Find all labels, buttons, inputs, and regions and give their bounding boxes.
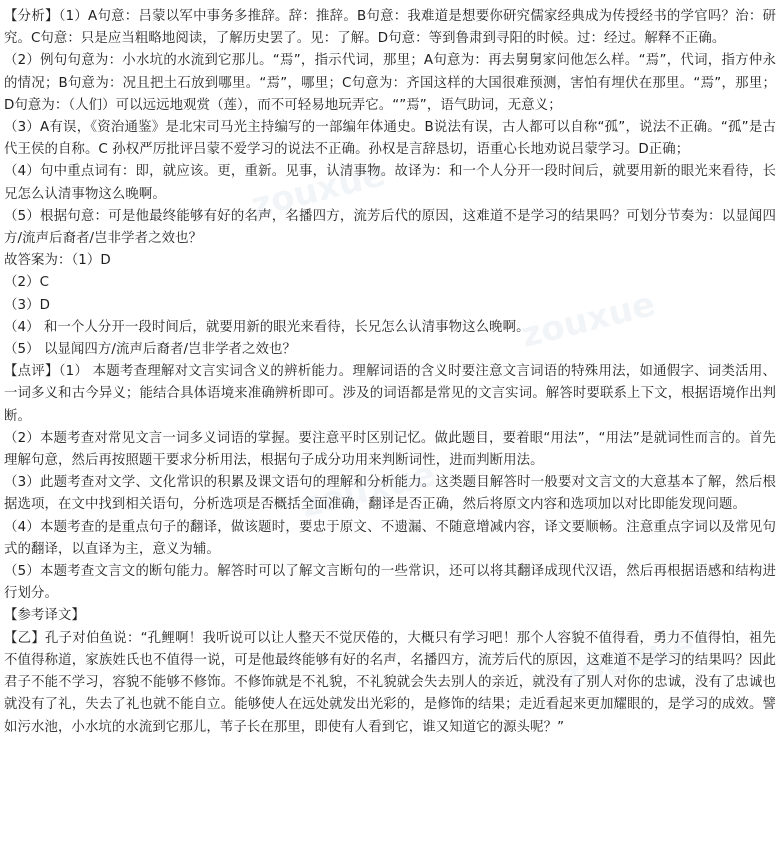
analysis-label: 【分析】 [4, 9, 59, 24]
translation-label: 【参考译文】 [4, 608, 85, 624]
analysis-paragraph-3: （3）A有误，《资治通鉴》是北宋司马光主持编写的一部编年体通史。B说法有误，古人都可以自称“孤”，说法不正确。“孤”是古代王侯的自称。C 孙权严厉批评吕蒙不爱学习的说法不正确。孙权是言辞恳切，语重心长地劝说吕蒙学习。D正确； [4, 120, 776, 158]
analysis-paragraph-5: （5）根据句意：可是他最终能够有好的名声，名播四方，流芳后代的原因，这难道不是学习的结果吗？可划分节奏为：以显闻四方/流声后裔者/岂非学者之效也？ [4, 208, 776, 247]
analysis-text-1: （1）A句意：吕蒙以军中事务多推辞。辞：推辞。B句意：我难道是想要你研究儒家经典成为传授经书的学官吗？治：研究。C句意：只是应当粗略地阅读，了解历史罢了。见：了解。D句意：等到鲁肃到寻阳的时候。过：经过。解释不正确。 [4, 9, 777, 47]
comment-label: 【点评】 [4, 364, 59, 380]
comment-paragraph-1 [4, 361, 776, 428]
answer-line-2: （2）C [4, 275, 50, 291]
answer-line-1: 故答案为：（1）D [4, 253, 111, 269]
comment-paragraph-3: （3）此题考查对文学、文化常识的积累及课文语句的理解和分析能力。这类题目解答时一般要对文言文的大意基本了解，然后根据选项，在文中找到相关语句，分析选项是否概括全面准确，翻译是否正确，然后将原文内容和选项加以对比即能发现问题。 [4, 475, 776, 513]
comment-paragraph-5: （5）本题考查文言文的断句能力。解答时可以了解文言断句的一些常识，还可以将其翻译成现代汉语，然后再根据语感和结构进行划分。 [4, 564, 776, 602]
comment-text-1: （1） 本题考查理解对文言实词含义的辨析能力。理解词语的含义时要注意文言词语的特殊用法，如通假字、词类活用、一词多义和古今异义；能结合具体语境来准确辨析即可。涉及的词语都是常见的文言实词。解答时要联系上下文，根据语境作出判断。 [4, 364, 776, 424]
solution-document [4, 6, 776, 739]
analysis-paragraph-4: （4）句中重点词有：即，就应该。更，重新。见事，认清事物。故译为：和一个人分开一段时间后，就要用新的眼光来看待，长兄怎么认清事物这么晚啊。 [4, 164, 776, 202]
answer-line-5: （5） 以显闻四方/流声后裔者/岂非学者之效也？ [4, 342, 297, 358]
answer-line-4: （4） 和一个人分开一段时间后，就要用新的眼光来看待，长兄怎么认清事物这么晚啊。 [4, 319, 530, 335]
translation-text: 【乙】孔子对伯鱼说：“孔鲤啊！我听说可以让人整天不觉厌倦的，大概只有学习吧！那个人容貌不值得看，勇力不值得怕，祖先不值得称道，家族姓氏也不值得一说，可是他最终能够有好的名声，名播四方，流芳后代的原因，这难道不是学习的结果吗？因此君子不能不学习，容貌不能够不修饰。不修饰就是不礼貌，不礼貌就会失去别人的亲近，就没有了别人对你的忠诚，没有了忠诚也就没有了礼，失去了礼也就不能自立。能够使人在远处就发出光彩的，是修饰的结果；走近看起来更加耀眼的，是学习的成效。譬如污水池，小水坑的水流到它那儿，苇子长在那里，即使有人看到它，谁又知道它的源头呢？” [4, 630, 776, 735]
comment-paragraph-4: （4）本题考查的是重点句子的翻译，做该题时，要忠于原文、不遗漏、不随意增减内容，译文要顺畅。注意重点字词以及常见句式的翻译，以直译为主，意义为辅。 [4, 519, 776, 557]
analysis-paragraph-1 [4, 6, 776, 50]
comment-paragraph-2: （2）本题考查对常见文言一词多义词语的掌握。要注意平时区别记忆。做此题目，要着眼“用法”，“用法”是就词性而言的。首先理解句意，然后再按照题干要求分析用法，根据句子成分功用来判断词性，进而判断用法。 [4, 430, 776, 469]
analysis-paragraph-2: （2）例句句意为：小水坑的水流到它那儿。“焉”，指示代词，那里；A句意为：再去舅舅家问他怎么样。“焉”，代词，指方仲永的情况；B句意为：况且把土石放到哪里。“焉”，哪里；C句意为：齐国这样的大国很难预测，害怕有埋伏在那里。“焉”，那里；D句意为：（人们）可以远远地观赏（莲），而不可轻易地玩弄它。“”焉”，语气助词，无意义； [4, 53, 776, 113]
answer-line-3: （3）D [4, 297, 51, 313]
